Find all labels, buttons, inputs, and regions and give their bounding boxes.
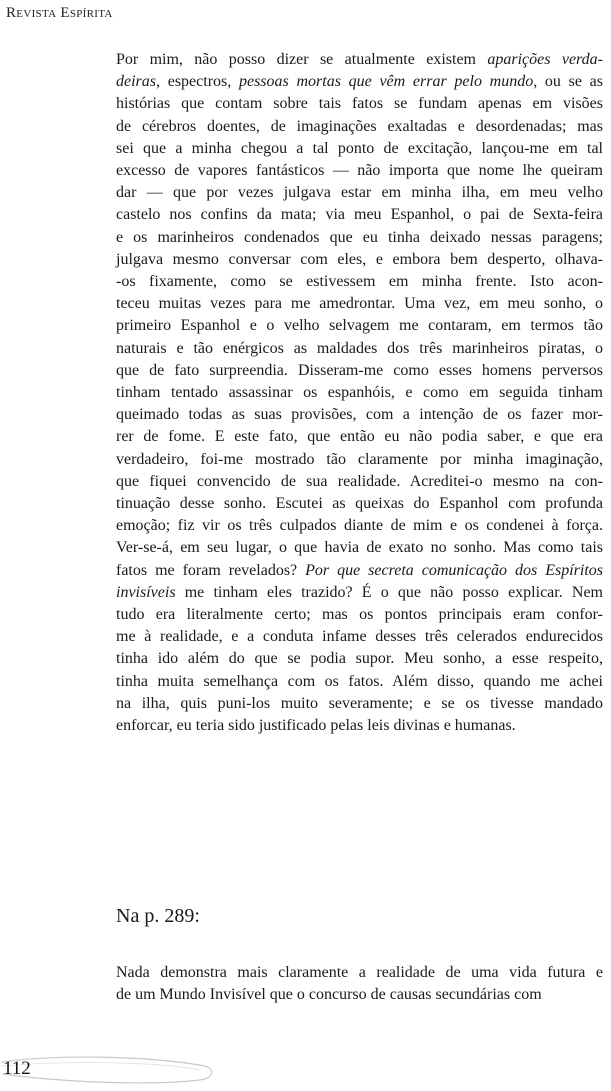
- text-run: de um Mundo Invisível que o concurso de causas secundárias com: [116, 986, 542, 1004]
- text-run: verdadeiro, foi-me mostrado tão claramente por minha imaginação,: [116, 450, 603, 468]
- text-line: [116, 160, 603, 182]
- text-line: [116, 315, 603, 337]
- text-run: que de fato surpreendia. Disseram-me como esses homens perversos: [116, 361, 603, 379]
- text-run: , espectros,: [156, 73, 239, 91]
- text-line: [116, 204, 603, 226]
- text-run: primeiro Espanhol e o velho selvagem me contaram, em termos tão: [116, 317, 603, 335]
- text-line: [116, 449, 603, 471]
- text-run: que fiquei convencido de sua realidade. Acreditei-o mesmo na con-: [116, 472, 603, 490]
- italic-text-run: pessoas mortas que vêm errar pelo mundo: [238, 73, 534, 91]
- text-run: queimado todas as suas provisões, com a intenção de os fazer mor-: [116, 406, 603, 424]
- text-run: Ver-se-á, em seu lugar, o que havia de exato no sonho. Mas como tais: [116, 539, 603, 557]
- text-line: [116, 984, 603, 1006]
- italic-text-run: deiras: [116, 73, 156, 91]
- text-run: rer de fome. E este fato, que então eu não podia saber, e que era: [116, 428, 603, 446]
- body-paragraph-2: [116, 962, 603, 1006]
- text-line: [116, 116, 603, 138]
- text-run: naturais e tão enérgicos as maldades dos três marinheiros piratas, o: [116, 339, 603, 357]
- text-run: tinham tentado assassinar os espanhóis, e como em seguida tinham: [116, 384, 603, 402]
- text-line: [116, 227, 603, 249]
- text-line: [116, 338, 603, 360]
- paragraph-text: [116, 962, 603, 1006]
- text-run: -os fixamente, como se estivessem em minha frente. Isto acon-: [116, 273, 603, 291]
- page-ornament-swoosh: [0, 1048, 230, 1088]
- italic-text-run: Por que secreta comunicação dos Espíritos: [305, 561, 604, 579]
- text-run: tinuação desse sonho. Escutei as queixas do Espanhol com profunda: [116, 495, 603, 513]
- text-line: [116, 93, 603, 115]
- text-line: [116, 360, 603, 382]
- text-line: [116, 648, 603, 670]
- text-run: excesso de vapores fantásticos — não importa que nome lhe queiram: [116, 162, 603, 180]
- text-line: [116, 471, 603, 493]
- text-run: fatos me foram revelados?: [116, 561, 306, 579]
- text-run: e os marinheiros condenados que eu tinha deixado nessas paragens;: [116, 228, 603, 246]
- text-line: [116, 962, 603, 984]
- italic-text-run: aparições verda-: [487, 51, 604, 68]
- text-line: [116, 626, 603, 648]
- text-line: [116, 71, 603, 93]
- text-run: julgava mesmo conversar com eles, e embora bem desperto, olhava-: [116, 250, 603, 268]
- text-run: Por mim, não posso dizer se atualmente existem: [116, 51, 488, 68]
- italic-text-run: invisíveis: [116, 583, 176, 601]
- body-paragraph-1: [116, 49, 603, 737]
- text-run: , ou se as: [533, 73, 604, 91]
- text-line: [116, 604, 603, 626]
- text-line: [116, 715, 603, 737]
- text-line: [116, 182, 603, 204]
- text-run: me à realidade, e a conduta infame desses três celerados endurecidos: [116, 628, 603, 646]
- running-head: Revista Espírita: [6, 5, 113, 21]
- text-run: Nada demonstra mais claramente a realidade de uma vida futura e: [116, 964, 603, 981]
- text-line: [116, 537, 603, 559]
- text-run: de cérebros doentes, de imaginações exaltadas e desordenadas; mas: [116, 117, 603, 135]
- text-line: [116, 493, 603, 515]
- text-line: [116, 693, 603, 715]
- text-line: [116, 138, 603, 160]
- paragraph-text: [116, 49, 603, 737]
- text-run: dar — que por vezes julgava estar em minha ilha, em meu velho: [116, 184, 603, 202]
- text-line: [116, 249, 603, 271]
- text-run: tinha muita semelhança com os fatos. Além disso, quando me achei: [116, 672, 603, 690]
- text-line: [116, 293, 603, 315]
- text-run: castelo nos confins da mata; via meu Espanhol, o pai de Sexta-feira: [116, 206, 603, 224]
- text-line: [116, 515, 603, 537]
- text-line: [116, 49, 603, 71]
- text-run: tinha ido além do que se podia supor. Meu sonho, a esse respeito,: [116, 650, 603, 668]
- text-run: enforcar, eu teria sido justificado pelas leis divinas e humanas.: [116, 717, 516, 735]
- section-heading: Na p. 289:: [116, 905, 200, 927]
- text-run: na ilha, quis puni-los muito severamente; e se os tivesse mandado: [116, 694, 603, 712]
- page-number: 112: [3, 1058, 31, 1079]
- text-line: [116, 671, 603, 693]
- text-run: histórias que contam sobre tais fatos se fundam apenas em visões: [116, 95, 603, 113]
- text-run: tudo era literalmente certo; mas os pontos principais eram confor-: [116, 606, 603, 624]
- text-line: [116, 382, 603, 404]
- text-run: sei que a minha chegou a tal ponto de excitação, lançou-me em tal: [116, 139, 603, 157]
- text-line: [116, 271, 603, 293]
- text-run: emoção; fiz vir os três culpados diante de mim e os condenei à força.: [116, 517, 603, 535]
- text-run: teceu muitas vezes para me amedrontar. Uma vez, em meu sonho, o: [116, 295, 603, 313]
- text-run: me tinham eles trazido? É o que não posso explicar. Nem: [175, 583, 603, 601]
- text-line: [116, 426, 603, 448]
- text-line: [116, 560, 603, 582]
- text-line: [116, 582, 603, 604]
- text-line: [116, 404, 603, 426]
